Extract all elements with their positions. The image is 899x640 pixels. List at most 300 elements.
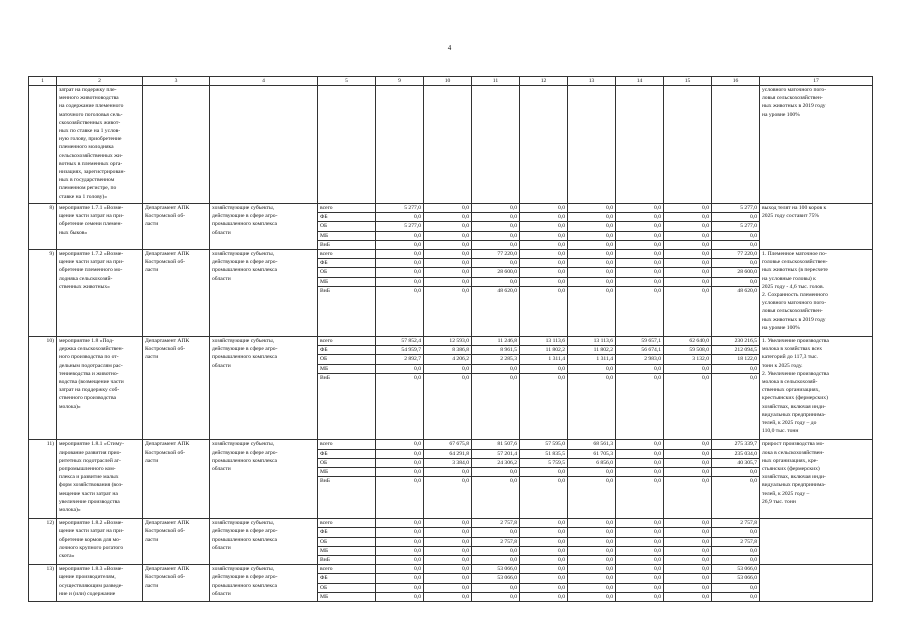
column-number: 14: [616, 77, 664, 86]
amount-cell: 0,0: [520, 204, 568, 213]
header-row: [29, 77, 873, 86]
amount-cell: 0,0: [472, 477, 520, 519]
amount-cell: 0,0: [664, 468, 712, 477]
amount-cell: 0,0: [616, 213, 664, 222]
amount-cell: 0,0: [664, 519, 712, 528]
funding-source: МБ: [318, 231, 376, 240]
column-number: 11: [472, 77, 520, 86]
amount-cell: 0,0: [664, 565, 712, 574]
amount-cell: 48 620,0: [712, 286, 760, 336]
amount-cell: 0,0: [424, 537, 472, 546]
amount-cell: 0,0: [568, 277, 616, 286]
amount-cell: 0,0: [424, 468, 472, 477]
amount-cell: 0,0: [472, 468, 520, 477]
funding-source: ОБ: [318, 222, 376, 231]
amount-cell: 0,0: [424, 222, 472, 231]
amount-cell: 0,0: [472, 213, 520, 222]
amount-cell: 0,0: [712, 277, 760, 286]
amount-cell: 0,0: [616, 528, 664, 537]
amount-cell: 0,0: [376, 592, 424, 601]
amount-cell: 0,0: [616, 449, 664, 458]
amount-cell: 48 620,0: [472, 286, 520, 336]
amount-cell: 0,0: [568, 364, 616, 373]
amount-cell: 77 220,0: [712, 250, 760, 259]
amount-cell: 0,0: [664, 240, 712, 249]
measure-name: мероприятие 1.8.1 «Стиму- лирование развития прио- ритетных подотраслей аг- ропромышленного ком- плекса и развитие малых форм хозяйствования (воз- мещение части затрат на увеличение производства молока)»: [57, 440, 143, 519]
amount-cell: 235 034,0: [712, 449, 760, 458]
amount-cell: 0,0: [376, 565, 424, 574]
amount-cell: 64 291,8: [424, 449, 472, 458]
funding-source: МБ: [318, 546, 376, 555]
amount-cell: 0,0: [520, 373, 568, 440]
funding-source: ВнБ: [318, 240, 376, 249]
amount-cell: 0,0: [568, 268, 616, 277]
amount-cell: 2 757,8: [472, 519, 520, 528]
amount-cell: 0,0: [664, 204, 712, 213]
amount-cell: 0,0: [472, 583, 520, 592]
column-number: 13: [568, 77, 616, 86]
amount-cell: 0,0: [712, 259, 760, 268]
amount-cell: 13 113,6: [568, 337, 616, 346]
amount-cell: 0,0: [664, 583, 712, 592]
amount-cell: 0,0: [520, 231, 568, 240]
amount-cell: 0,0: [376, 364, 424, 373]
amount-cell: [472, 86, 520, 204]
amount-cell: 0,0: [424, 277, 472, 286]
funding-source: всего: [318, 337, 376, 346]
amount-cell: 0,0: [424, 519, 472, 528]
amount-cell: 0,0: [616, 373, 664, 440]
executor: Департамент АПК Костромской об- ласти: [143, 250, 210, 337]
amount-cell: 3 132,0: [664, 355, 712, 364]
amount-cell: 0,0: [616, 468, 664, 477]
column-number: 9: [376, 77, 424, 86]
amount-cell: 0,0: [712, 546, 760, 555]
amount-cell: 0,0: [424, 364, 472, 373]
row-number: [29, 86, 57, 204]
amount-cell: 0,0: [616, 440, 664, 449]
amount-cell: 0,0: [712, 592, 760, 601]
amount-cell: 0,0: [520, 268, 568, 277]
amount-cell: 4 206,2: [424, 355, 472, 364]
amount-cell: 0,0: [616, 250, 664, 259]
amount-cell: 12 593,0: [424, 337, 472, 346]
amount-cell: 0,0: [472, 546, 520, 555]
amount-cell: 0,0: [472, 364, 520, 373]
amount-cell: 5 277,0: [376, 204, 424, 213]
amount-cell: 0,0: [712, 364, 760, 373]
table-row: [29, 204, 873, 213]
amount-cell: 0,0: [664, 546, 712, 555]
row-number: 10): [29, 337, 57, 440]
amount-cell: 3 384,0: [424, 458, 472, 467]
amount-cell: 0,0: [616, 592, 664, 601]
amount-cell: 0,0: [568, 537, 616, 546]
table-row: [29, 565, 873, 574]
amount-cell: 275 339,7: [712, 440, 760, 449]
row-number: 12): [29, 519, 57, 565]
amount-cell: 0,0: [664, 231, 712, 240]
amount-cell: 0,0: [472, 259, 520, 268]
amount-cell: 0,0: [376, 213, 424, 222]
amount-cell: 0,0: [568, 250, 616, 259]
funding-source: ОБ: [318, 583, 376, 592]
column-number: 2: [57, 77, 143, 86]
amount-cell: 0,0: [520, 259, 568, 268]
amount-cell: 61 705,3: [568, 449, 616, 458]
amount-cell: [424, 86, 472, 204]
amount-cell: 0,0: [616, 259, 664, 268]
amount-cell: 0,0: [472, 277, 520, 286]
amount-cell: 0,0: [376, 373, 424, 440]
row-number: 11): [29, 440, 57, 519]
amount-cell: 8 386,8: [424, 346, 472, 355]
amount-cell: 0,0: [712, 468, 760, 477]
amount-cell: 0,0: [520, 592, 568, 601]
amount-cell: 2 285,3: [472, 355, 520, 364]
participants: хозяйствующие субъекты, действующие в сфере агро- промышленного комплекса области: [210, 565, 318, 602]
funding-source: всего: [318, 250, 376, 259]
column-number: 12: [520, 77, 568, 86]
row-number: 13): [29, 565, 57, 602]
funding-source: ОБ: [318, 537, 376, 546]
amount-cell: 6 856,0: [568, 458, 616, 467]
amount-cell: 1 311,4: [568, 355, 616, 364]
amount-cell: 0,0: [568, 477, 616, 519]
amount-cell: 0,0: [424, 477, 472, 519]
expected-result: 1. Увеличение производства молока в хозяйствах всех категорий до 117,3 тыс. тонн к 2025 году. 2. Увеличение производства молока в сельскохозяй- ственных организациях, крестьянских (фермерских) хозяйствах, включая инди- видуальных предпринима- телей, к 2025 году – до 110,0 тыс. тонн: [760, 337, 873, 440]
column-number: 15: [664, 77, 712, 86]
funding-source: ФБ: [318, 259, 376, 268]
column-number: 10: [424, 77, 472, 86]
amount-cell: 212 094,5: [712, 346, 760, 355]
amount-cell: 68 561,3: [568, 440, 616, 449]
amount-cell: 0,0: [568, 240, 616, 249]
expected-result: условного маточного пого- ловья сельскохозяйствен- ных животных в 2019 году на уровне 100%: [760, 86, 873, 204]
row-number: 8): [29, 204, 57, 250]
amount-cell: 0,0: [664, 528, 712, 537]
amount-cell: 13 113,6: [520, 337, 568, 346]
executor: Департамент АПК Костромской об- ласти: [143, 440, 210, 519]
amount-cell: 67 675,8: [424, 440, 472, 449]
amount-cell: 53 066,0: [712, 574, 760, 583]
amount-cell: [318, 86, 376, 204]
funding-source: ФБ: [318, 528, 376, 537]
participants: хозяйствующие субъекты, действующие в сфере агро- промышленного комплекса области: [210, 250, 318, 337]
amount-cell: 0,0: [712, 240, 760, 249]
amount-cell: 0,0: [472, 556, 520, 565]
amount-cell: 57 852,4: [376, 337, 424, 346]
amount-cell: 0,0: [568, 373, 616, 440]
amount-cell: 0,0: [664, 213, 712, 222]
amount-cell: 0,0: [520, 574, 568, 583]
amount-cell: 0,0: [472, 373, 520, 440]
amount-cell: 0,0: [664, 574, 712, 583]
amount-cell: 0,0: [424, 556, 472, 565]
amount-cell: 0,0: [376, 477, 424, 519]
amount-cell: [616, 86, 664, 204]
amount-cell: 0,0: [424, 268, 472, 277]
amount-cell: 0,0: [664, 440, 712, 449]
amount-cell: 0,0: [616, 286, 664, 336]
measure-name: мероприятие 1.7.2 «Возме- щение части затрат на при- обретение племенного мо- лодняка сельскохозяй- ственных животных»: [57, 250, 143, 337]
amount-cell: 0,0: [616, 364, 664, 373]
amount-cell: 0,0: [424, 583, 472, 592]
column-number: 4: [210, 77, 318, 86]
amount-cell: 0,0: [472, 222, 520, 231]
amount-cell: 1 311,4: [520, 355, 568, 364]
amount-cell: 28 600,0: [472, 268, 520, 277]
amount-cell: 11 246,8: [472, 337, 520, 346]
expected-result: выход телят на 100 коров к 2025 году составит 75%: [760, 204, 873, 250]
amount-cell: 0,0: [616, 268, 664, 277]
amount-cell: [664, 86, 712, 204]
amount-cell: 0,0: [664, 286, 712, 336]
amount-cell: 0,0: [568, 583, 616, 592]
expected-result: прирост производства мо- лока в сельскохозяйствен- ных организациях, кре- стьянских (фермерских) хозяйствах, включая инди- видуальных предпринима- телей, к 2025 году – 26,9 тыс. тонн: [760, 440, 873, 519]
column-number: 5: [318, 77, 376, 86]
amount-cell: [568, 86, 616, 204]
funding-source: всего: [318, 565, 376, 574]
column-number: 16: [712, 77, 760, 86]
funding-source: ФБ: [318, 574, 376, 583]
funding-source: всего: [318, 440, 376, 449]
amount-cell: 5 759,5: [520, 458, 568, 467]
funding-source: МБ: [318, 468, 376, 477]
table-row: [29, 337, 873, 346]
expected-result: [760, 565, 873, 602]
amount-cell: 0,0: [616, 556, 664, 565]
executor: Департамент АПК Костромской об- ласти: [143, 519, 210, 565]
measure-name: затрат на подержку пле- менного животноводства на содержание племенного маточного поголовья сель- скохозяйственных живот- ных по ставке на 1 услов- ную голову, приобретение племенного молодняка сельскохозяйственных жи- вотных в племенных орга- низациях, зарегистрирован- ных в государственном племенном регистре, по ставке на 1 голову)»: [57, 86, 143, 204]
amount-cell: 0,0: [664, 592, 712, 601]
amount-cell: 0,0: [712, 477, 760, 519]
amount-cell: 0,0: [568, 286, 616, 336]
amount-cell: 0,0: [664, 259, 712, 268]
amount-cell: 0,0: [520, 222, 568, 231]
amount-cell: 0,0: [376, 583, 424, 592]
amount-cell: 0,0: [616, 277, 664, 286]
amount-cell: 53 066,0: [472, 565, 520, 574]
amount-cell: 0,0: [520, 277, 568, 286]
amount-cell: 0,0: [664, 268, 712, 277]
amount-cell: 0,0: [424, 592, 472, 601]
amount-cell: 0,0: [376, 286, 424, 336]
amount-cell: 0,0: [424, 259, 472, 268]
amount-cell: 0,0: [568, 468, 616, 477]
amount-cell: 54 959,7: [376, 346, 424, 355]
amount-cell: [712, 86, 760, 204]
amount-cell: 5 277,0: [376, 222, 424, 231]
amount-cell: 0,0: [712, 213, 760, 222]
amount-cell: 24 306,2: [472, 458, 520, 467]
amount-cell: 51 835,5: [520, 449, 568, 458]
amount-cell: 0,0: [712, 583, 760, 592]
funding-source: ВнБ: [318, 556, 376, 565]
amount-cell: 0,0: [472, 592, 520, 601]
column-number: 3: [143, 77, 210, 86]
amount-cell: 57 201,4: [472, 449, 520, 458]
amount-cell: 0,0: [424, 231, 472, 240]
amount-cell: 0,0: [376, 268, 424, 277]
amount-cell: 0,0: [616, 574, 664, 583]
funding-source: ВнБ: [318, 286, 376, 336]
amount-cell: 0,0: [616, 537, 664, 546]
executor: Департамент АПК Костромской об- ласти: [143, 565, 210, 602]
amount-cell: 0,0: [664, 250, 712, 259]
amount-cell: 0,0: [520, 213, 568, 222]
amount-cell: 0,0: [712, 528, 760, 537]
amount-cell: 0,0: [520, 240, 568, 249]
amount-cell: 0,0: [664, 449, 712, 458]
amount-cell: 0,0: [376, 468, 424, 477]
amount-cell: 0,0: [376, 546, 424, 555]
table-row: [29, 519, 873, 528]
amount-cell: 53 066,0: [712, 565, 760, 574]
amount-cell: 2 757,8: [712, 537, 760, 546]
amount-cell: 57 595,0: [520, 440, 568, 449]
amount-cell: 0,0: [712, 231, 760, 240]
amount-cell: 81 507,6: [472, 440, 520, 449]
amount-cell: 59 508,0: [664, 346, 712, 355]
amount-cell: 28 600,0: [712, 268, 760, 277]
amount-cell: 0,0: [520, 537, 568, 546]
measure-name: мероприятие 1.7.1 «Возме- щение части затрат на при- обретение семени племен- ных быков»: [57, 204, 143, 250]
amount-cell: 11 802,2: [568, 346, 616, 355]
amount-cell: 0,0: [424, 373, 472, 440]
amount-cell: 0,0: [664, 373, 712, 440]
amount-cell: 0,0: [568, 204, 616, 213]
amount-cell: 0,0: [568, 213, 616, 222]
amount-cell: 0,0: [376, 528, 424, 537]
amount-cell: 0,0: [520, 583, 568, 592]
amount-cell: 2 983,0: [616, 355, 664, 364]
amount-cell: 0,0: [664, 364, 712, 373]
amount-cell: 62 640,0: [664, 337, 712, 346]
participants: хозяйствующие субъекты, действующие в сфере агро- промышленного комплекса области: [210, 519, 318, 565]
amount-cell: 2 757,8: [472, 537, 520, 546]
funding-source: ФБ: [318, 213, 376, 222]
funding-source: ОБ: [318, 268, 376, 277]
amount-cell: 5 277,0: [712, 222, 760, 231]
executor: Департамент АПК Костромской об- ласти: [143, 204, 210, 250]
amount-cell: [376, 86, 424, 204]
amount-cell: 0,0: [616, 583, 664, 592]
amount-cell: 0,0: [568, 231, 616, 240]
amount-cell: 0,0: [568, 574, 616, 583]
amount-cell: 0,0: [472, 231, 520, 240]
program-table: [28, 76, 873, 602]
amount-cell: 0,0: [472, 240, 520, 249]
amount-cell: 0,0: [424, 574, 472, 583]
table-row: [29, 440, 873, 449]
amount-cell: 0,0: [376, 574, 424, 583]
funding-source: ФБ: [318, 449, 376, 458]
participants: хозяйствующие субъекты, действующие в сфере агро- промышленного комплекса области: [210, 440, 318, 519]
expected-result: [760, 519, 873, 565]
amount-cell: 0,0: [568, 519, 616, 528]
amount-cell: 0,0: [520, 565, 568, 574]
amount-cell: 0,0: [712, 556, 760, 565]
amount-cell: [520, 86, 568, 204]
amount-cell: 0,0: [520, 546, 568, 555]
amount-cell: 0,0: [424, 213, 472, 222]
funding-source: ОБ: [318, 355, 376, 364]
amount-cell: 0,0: [424, 240, 472, 249]
amount-cell: 0,0: [520, 519, 568, 528]
amount-cell: 0,0: [376, 449, 424, 458]
amount-cell: 0,0: [376, 556, 424, 565]
amount-cell: 0,0: [568, 528, 616, 537]
table-row: [29, 86, 873, 204]
amount-cell: 0,0: [616, 222, 664, 231]
amount-cell: 0,0: [712, 373, 760, 440]
amount-cell: 0,0: [664, 556, 712, 565]
amount-cell: 0,0: [376, 537, 424, 546]
amount-cell: 18 122,0: [712, 355, 760, 364]
funding-source: ОБ: [318, 458, 376, 467]
amount-cell: 0,0: [616, 546, 664, 555]
column-number: 1: [29, 77, 57, 86]
amount-cell: 0,0: [616, 565, 664, 574]
executor: Департамент АПК Костромской об- ласти: [143, 337, 210, 440]
column-number: 17: [760, 77, 873, 86]
table-row: [29, 250, 873, 259]
amount-cell: 0,0: [568, 565, 616, 574]
participants: хозяйствующие субъекты, действующие в сфере агро- промышленного комплекса области: [210, 337, 318, 440]
amount-cell: 0,0: [520, 250, 568, 259]
amount-cell: 0,0: [520, 477, 568, 519]
amount-cell: 2 892,7: [376, 355, 424, 364]
amount-cell: 59 657,1: [616, 337, 664, 346]
amount-cell: 0,0: [424, 565, 472, 574]
amount-cell: 0,0: [520, 528, 568, 537]
amount-cell: 0,0: [520, 286, 568, 336]
amount-cell: 0,0: [616, 231, 664, 240]
amount-cell: 0,0: [664, 477, 712, 519]
measure-name: мероприятие 1.8.2 «Возме- щение части затрат на при- обретение кормов для мо- лочного крупного рогатого скота»: [57, 519, 143, 565]
amount-cell: 0,0: [376, 440, 424, 449]
measure-name: мероприятие 1.8.3 «Возме- щение производителям, осуществляющим разведе- ние и (или) содержание: [57, 565, 143, 602]
funding-source: МБ: [318, 277, 376, 286]
row-number: 9): [29, 250, 57, 337]
participants: хозяйствующие субъекты, действующие в сфере агро- промышленного комплекса области: [210, 204, 318, 250]
amount-cell: 0,0: [616, 204, 664, 213]
amount-cell: 0,0: [568, 592, 616, 601]
expected-result: 1. Племенное маточное по- головье сельскохозяйствен- ных животных (в пересчете на условные головы) к 2025 году - 4,6 тыс. голов. 2. Сохранность племенного условного маточного пого- ловья сельскохозяйствен- ных животных в 2019 году на уровне 100%: [760, 250, 873, 337]
amount-cell: 0,0: [376, 519, 424, 528]
funding-source: ВнБ: [318, 477, 376, 519]
amount-cell: 0,0: [424, 250, 472, 259]
amount-cell: 0,0: [424, 204, 472, 213]
amount-cell: 0,0: [424, 546, 472, 555]
funding-source: всего: [318, 204, 376, 213]
amount-cell: 0,0: [664, 222, 712, 231]
amount-cell: 0,0: [520, 468, 568, 477]
amount-cell: 0,0: [520, 364, 568, 373]
amount-cell: 0,0: [616, 477, 664, 519]
amount-cell: 0,0: [376, 231, 424, 240]
funding-source: МБ: [318, 364, 376, 373]
funding-source: ФБ: [318, 346, 376, 355]
amount-cell: 5 277,0: [712, 204, 760, 213]
amount-cell: 0,0: [376, 277, 424, 286]
executor: [143, 86, 210, 204]
amount-cell: 8 961,5: [472, 346, 520, 355]
amount-cell: 0,0: [376, 259, 424, 268]
funding-source: МБ: [318, 592, 376, 601]
amount-cell: 230 216,5: [712, 337, 760, 346]
